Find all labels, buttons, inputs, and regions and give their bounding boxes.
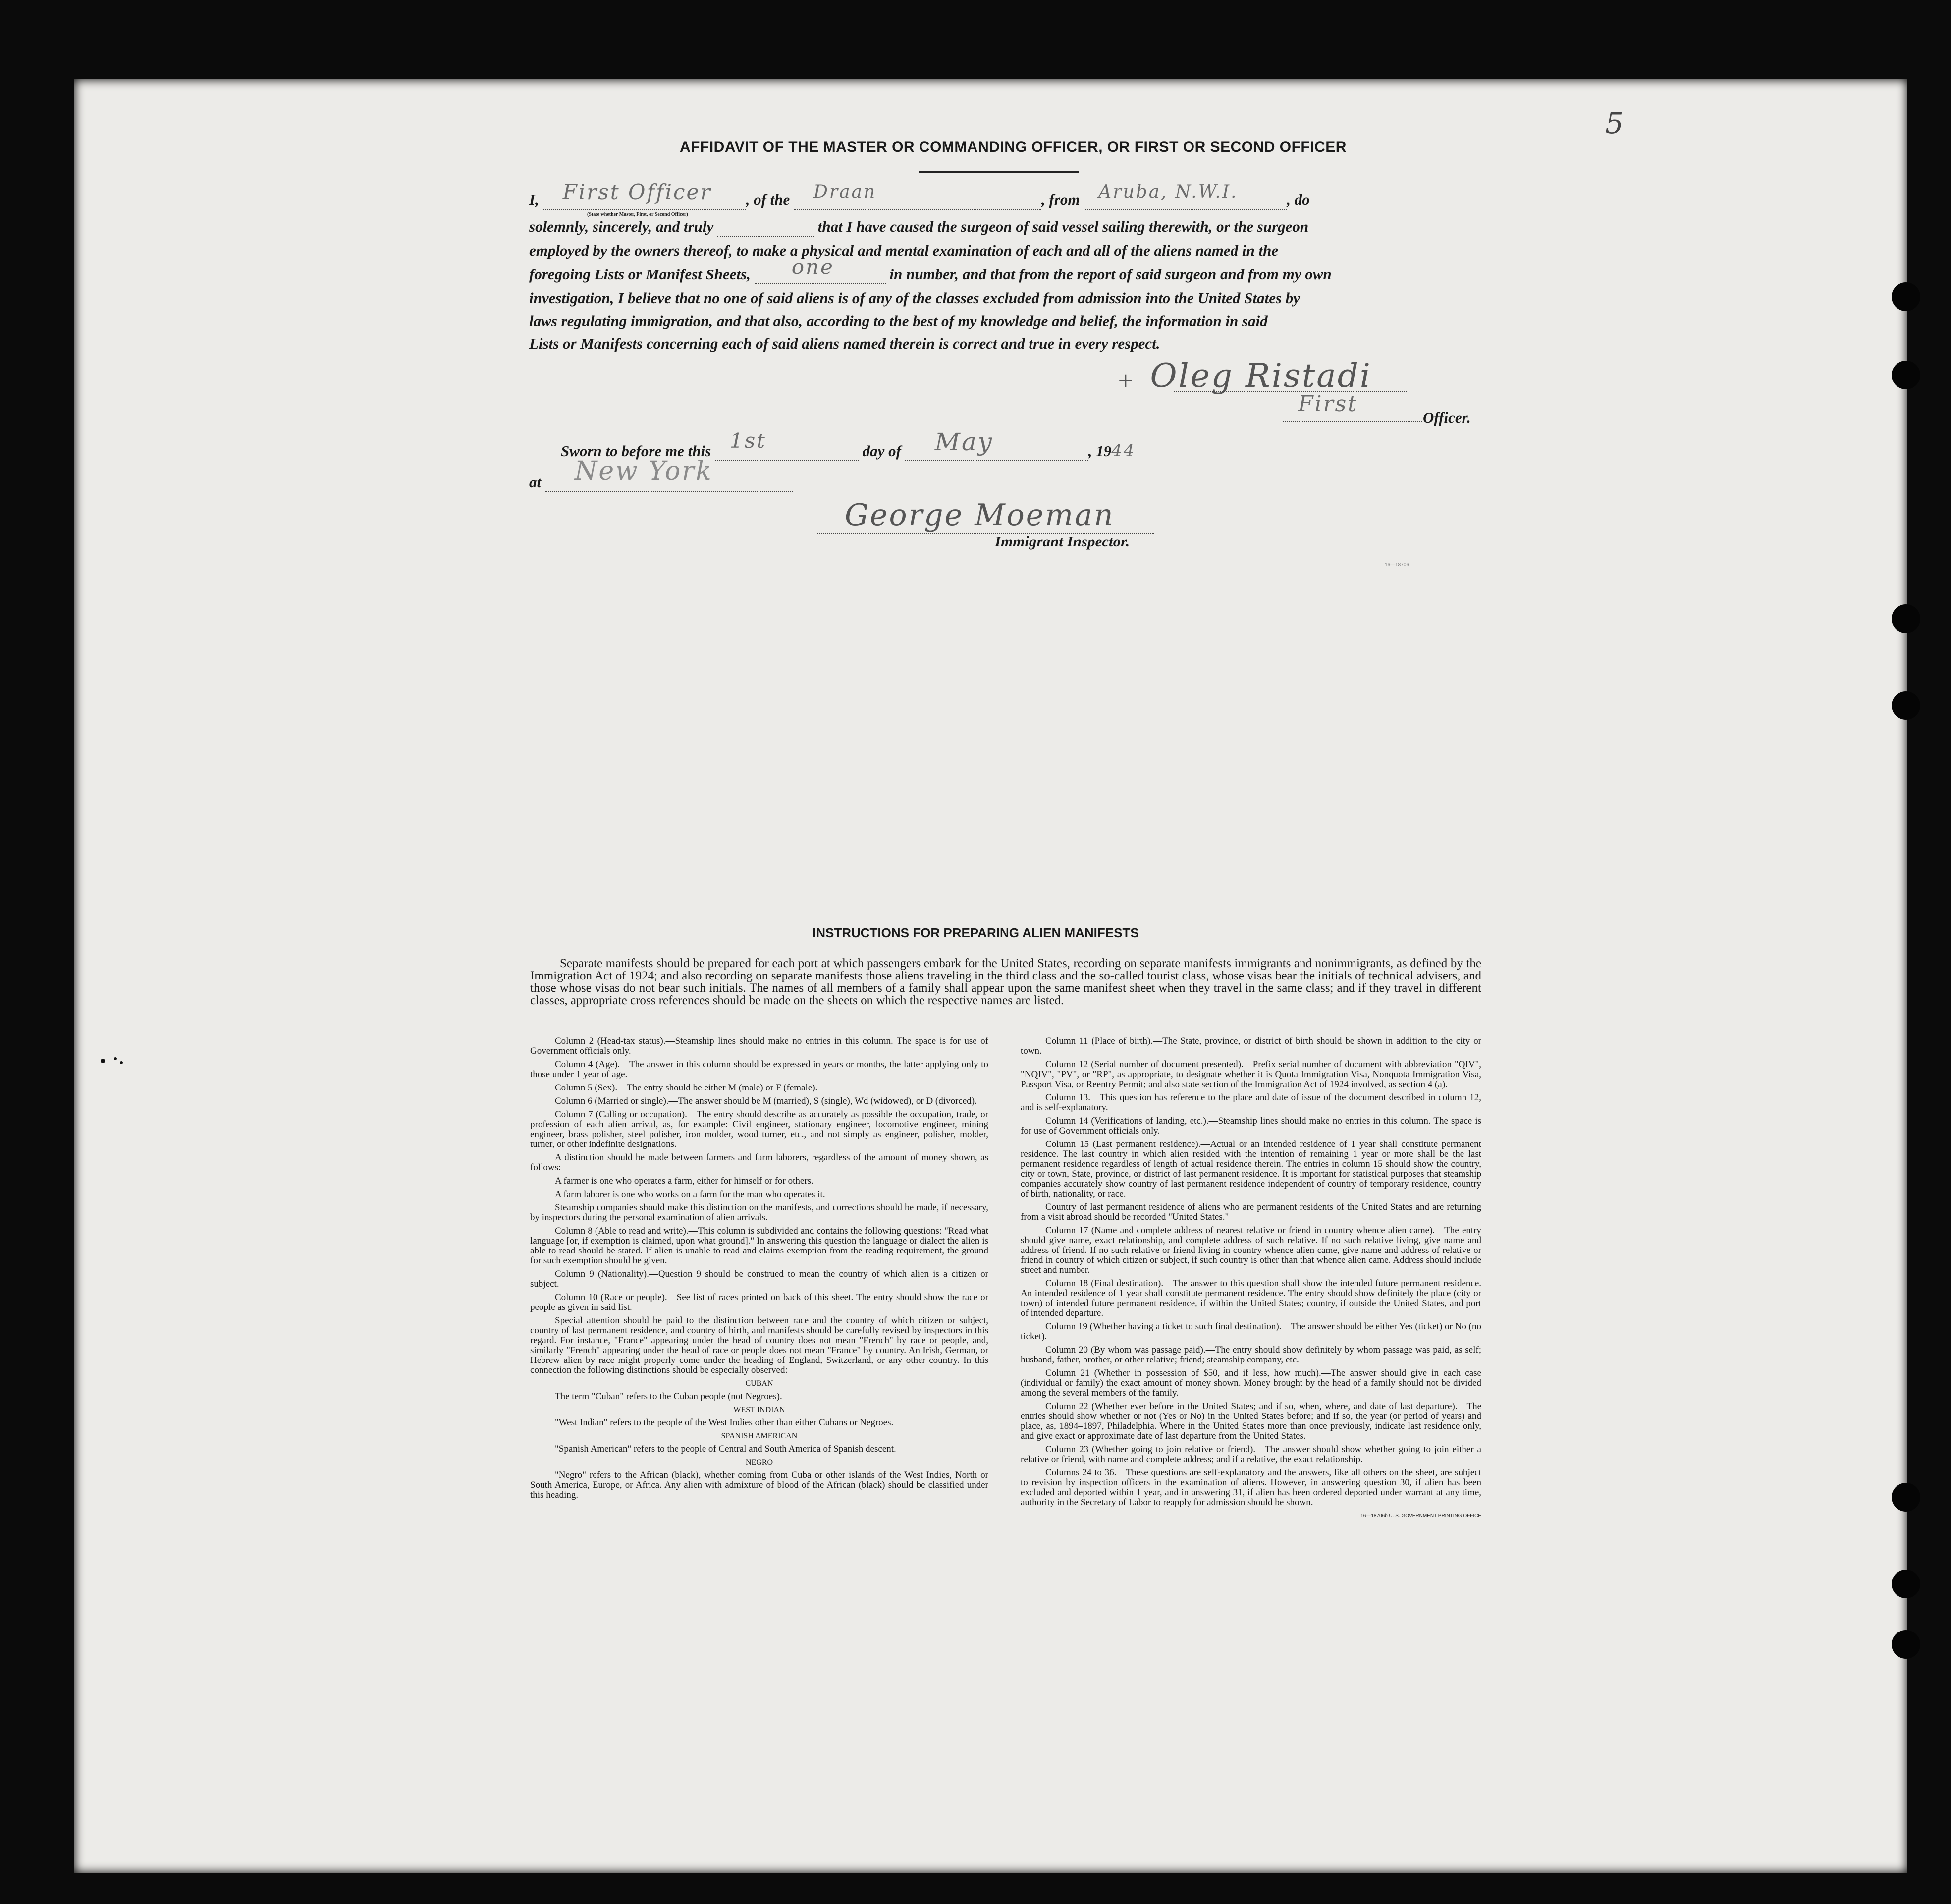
vessel-value: Draan: [813, 182, 877, 202]
left-para: Column 6 (Married or single).—The answer should be M (married), S (single), Wd (widowed), or D (divorced).: [555, 1096, 977, 1106]
truly-blank: [717, 218, 814, 237]
right-para: Country of last permanent residence of aliens who are permanent residents of the United States and are returning from a visit abroad should be recorded "United States.": [1021, 1202, 1481, 1222]
right-para: Column 18 (Final destination).—The answer to this question shall show the intended future permanent residence. An intended residence of 1 year shall constitute permanent residence. The entry should show definitely the place (city or town) of intended future permanent residence, if within the United States; country, if outside the United States, and port of intended departure.: [1021, 1278, 1481, 1318]
instructions-intro: Separate manifests should be prepared for each port at which passengers embark for the United States, recording on separate manifests immigrants and nonimmigrants, as defined by the Immigration Act of 1924; and also recording on separate manifests those aliens traveling in the third class and the so-called tourist class, whose visas bear the initials of technical advisers, and those whose visas do not bear such initials. The names of all members of a family shall appear upon the same manifest sheet when they travel in the same class; and if they travel in different classes, appropriate cross references should be made on the sheets on which the respective names are listed.: [530, 957, 1481, 1007]
negro-text: "Negro" refers to the African (black), whether coming from Cuba or other islands of the West Indies, North or South America, Europe, or Africa. Any alien with admixture of blood of the African (black) should be classified under this heading.: [530, 1470, 988, 1500]
right-para: Column 15 (Last permanent residence).—Actual or an intended residence of 1 year shall constitute permanent residence. The last country in which alien resided with the intention of remaining 1 year or more shall be the last permanent residence regardless of length of actual residence therein. The entries in column 15 should show the country, city or town, State, province, or district of last permanent residence. It is important for statistical purposes that steamship companies accurately show country of last permanent residence independent of country of temporary residence, country of birth, nationality, or race.: [1021, 1139, 1481, 1199]
right-para: Column 20 (By whom was passage paid).—The entry should show definitely by whom passage was paid, as self; husband, father, brother, or other relative; friend; steamship company, etc.: [1021, 1345, 1481, 1365]
west-indian-text: "West Indian" refers to the people of the West Indies other than either Cubans or Negroes.: [555, 1417, 894, 1428]
rank-note: (State whether Master, First, or Second Officer): [587, 212, 688, 217]
left-para: A distinction should be made between farmers and farm laborers, regardless of the amount of money shown, as follows:: [530, 1152, 988, 1173]
left-para: Column 4 (Age).—The answer in this column should be expressed in years or months, the latter applying only to those under 1 year of age.: [530, 1059, 988, 1080]
instructions-title: INSTRUCTIONS FOR PREPARING ALIEN MANIFESTS: [813, 925, 1139, 940]
sworn-place-field: [545, 456, 793, 492]
instructions-right-column: [1021, 1036, 1481, 1524]
punch-hole: [1892, 1630, 1920, 1659]
sworn-label: Sworn to before me this: [561, 442, 711, 460]
title-divider: [919, 171, 1079, 173]
line2b: that I have caused the surgeon of said vessel sailing therewith, or the surgeon: [817, 218, 1309, 235]
affidavit-line-1: [529, 180, 1310, 210]
rank-line: [1283, 411, 1422, 422]
officer-rank-value: First Officer: [562, 180, 712, 204]
right-para: Column 21 (Whether in possession of $50, and if less, how much).—The answer should give in each case (individual or family) the exact amount of money shown. Money brought by the head of a family should not be divided among the several members of the family.: [1021, 1368, 1481, 1398]
officer-label: Officer.: [1423, 409, 1471, 426]
affidavit-line-4: [529, 255, 1332, 284]
line2a: solemnly, sincerely, and truly: [529, 218, 714, 235]
left-para: Special attention should be paid to the distinction between race and the country of which citizen or subject, country of last permanent residence, and country of birth, and manifests should be carefully revised by inspectors in this regard. For instance, "France" appearing under the head of country does not mean "French" by race or people, and, similarly "French" appearing under the head of race or people does not mean "France" by country. An Irish, German, or Hebrew alien by race might properly come under the heading of England, Switzerland, or any other country. In this connection the following distinctions should be especially observed:: [530, 1315, 988, 1375]
affidavit-line-2: [529, 218, 1308, 237]
day-of-label: day of: [862, 442, 901, 460]
from-label: , from: [1041, 191, 1080, 208]
sworn-day-field: [715, 429, 859, 461]
right-para: Columns 24 to 36.—These questions are self-explanatory and the answers, like all others on the sheet, are subject to revision by inspection officers in the examination of aliens. However, in answering question 30, if alien has been excluded and deported within 1 year, and in answering 31, if alien has been ordered deported under warrant at any time, authority in the Secretary of Labor to reapply for admission should be shown.: [1021, 1468, 1481, 1508]
port-from-field: [1084, 182, 1287, 210]
page-number: 5: [1605, 107, 1625, 140]
ink-speck: [114, 1057, 117, 1060]
left-para: A farm laborer is one who works on a farm for the man who operates it.: [555, 1189, 825, 1199]
at-label: at: [529, 473, 542, 490]
spanish-american-heading: SPANISH AMERICAN: [721, 1432, 798, 1440]
affidavit-title: AFFIDAVIT OF THE MASTER OR COMMANDING OFFICER, OR FIRST OR SECOND OFFICER: [680, 139, 1347, 155]
negro-heading: NEGRO: [745, 1458, 773, 1467]
line4b: in number, and that from the report of said surgeon and from my own: [889, 266, 1332, 283]
punch-hole: [1892, 1570, 1920, 1598]
port-from-value: Aruba, N.W.I.: [1098, 182, 1238, 202]
of-the-label: , of the: [746, 191, 790, 208]
sheets-count-field: [755, 255, 886, 284]
right-para: Column 14 (Verifications of landing, etc.).—Steamship lines should make no entries in this column. The space is for use of Government officials only.: [1021, 1116, 1481, 1136]
sworn-day-value: 1st: [729, 429, 767, 453]
ink-speck: [101, 1059, 105, 1063]
punch-hole: [1892, 691, 1920, 720]
right-para: Column 13.—This question has reference to the place and date of issue of the document described in column 12, and is self-explanatory.: [1021, 1092, 1481, 1113]
do-label: , do: [1287, 191, 1310, 208]
right-para: Column 12 (Serial number of document presented).—Prefix serial number of document with abbreviation "QIV", "NQIV", "PV", or "RP", as appropriate, to designate whether it is Quota Immigration Visa, Nonquota Immigration Visa, Passport Visa, or Reentry Permit; and also state section of the Immigration Act of 1924 involved, as section 4 (a).: [1021, 1059, 1481, 1089]
left-para: Column 7 (Calling or occupation).—The entry should describe as accurately as possible the occupation, trade, or profession of each alien arrival, as, for example: Civil engineer, stationary engineer, locomotive engineer, mining engineer, brass polisher, steel polisher, iron molder, wood turner, etc., and not simply as engineer, polisher, molder, turner, or other indefinite designations.: [530, 1109, 988, 1149]
sworn-year-value: 44: [1111, 441, 1136, 461]
right-para: Column 23 (Whether going to join relative or friend).—The answer should show whether going to join either a relative or friend, with name and complete address; and if a relative, the exact relationship.: [1021, 1444, 1481, 1465]
west-indian-heading: WEST INDIAN: [733, 1406, 785, 1414]
left-para: Steamship companies should make this distinction on the manifests, and corrections should be made, if necessary, by inspectors during the personal examination of alien arrivals.: [530, 1202, 988, 1223]
sheets-count-value: one: [791, 255, 834, 279]
left-para: Column 8 (Able to read and write).—This column is subdivided and contains the following questions: "Read what language [or, if exemption is claimed, upon what ground]." In answering this question the language or dialect the alien is able to read should be stated. If alien is unable to read and claims exemption from the reading requirement, the ground for such exemption should be given.: [530, 1226, 988, 1266]
punch-hole: [1892, 1483, 1920, 1512]
line4a: foregoing Lists or Manifest Sheets,: [529, 266, 751, 283]
punch-hole: [1892, 282, 1920, 311]
at-line: [529, 456, 793, 492]
ink-speck: [120, 1061, 123, 1064]
vessel-field: [794, 182, 1041, 210]
officer-rank-field: [543, 180, 746, 210]
signature-name: Oleg Ristadi: [1150, 357, 1372, 395]
right-para: Column 17 (Name and complete address of nearest relative or friend in country whence alien came).—The entry should give name, exact relationship, and complete address of such relative. If no such relative living, give name and address of friend. If no such relative or friend living in country whence alien came, give name and address of relative or friend in country of which citizen or subject, if such country is other than that whence alien came. Address should include street and number.: [1021, 1225, 1481, 1275]
officer-signature: + Oleg Ristadi: [1117, 357, 1372, 395]
left-para: Column 5 (Sex).—The entry should be either M (male) or F (female).: [555, 1083, 818, 1093]
punch-hole: [1892, 604, 1920, 633]
form-number: 16—18706: [1385, 562, 1409, 568]
right-para: Column 22 (Whether ever before in the United States; and if so, when, where, and date of last departure).—The entries should show whether or not (Yes or No) in the United States before; and if so, the year (or period of years) and place, as, 1894–1897, Philadelphia. Where in the United States more than once previously, indicate last residence only, and give exact or approximate date of last departure from the United States.: [1021, 1401, 1481, 1441]
spanish-american-text: "Spanish American" refers to the people of Central and South America of Spanish descent.: [555, 1444, 896, 1454]
sworn-place-value: New York: [574, 456, 713, 486]
affidavit-line-6: laws regulating immigration, and that also, according to the best of my knowledge and belief, the information in said: [529, 312, 1268, 329]
cuban-text: The term "Cuban" refers to the Cuban people (not Negroes).: [555, 1391, 782, 1402]
affidavit-line-3: employed by the owners thereof, to make a physical and mental examination of each and all of the aliens named in the: [529, 242, 1279, 259]
left-para: Column 2 (Head-tax status).—Steamship lines should make no entries in this column. The space is for use of Government officials only.: [530, 1036, 988, 1056]
cuban-heading: CUBAN: [745, 1379, 773, 1388]
right-para: Column 19 (Whether having a ticket to such final destination).—The answer should be either Yes (ticket) or No (no ticket).: [1021, 1321, 1481, 1342]
inspector-line: [817, 523, 1154, 534]
instructions-left-column: [530, 1036, 988, 1504]
inspector-label: Immigrant Inspector.: [995, 533, 1130, 550]
affidavit-line-7: Lists or Manifests concerning each of said aliens named therein is correct and true in every respect.: [529, 335, 1160, 352]
sworn-month-field: [905, 428, 1088, 461]
punch-hole: [1892, 361, 1920, 389]
affidavit-line-5: investigation, I believe that no one of said aliens is of any of the classes excluded from admission into the United States by: [529, 289, 1301, 307]
i-label: I,: [529, 191, 539, 208]
printing-office-footer: 16—18706b U. S. GOVERNMENT PRINTING OFFICE: [1360, 1513, 1481, 1519]
signature-line: [1174, 381, 1407, 392]
signature-rank: First: [1298, 391, 1358, 417]
right-para: Column 11 (Place of birth).—The State, province, or district of birth should be shown in addition to the city or town.: [1021, 1036, 1481, 1056]
left-para: Column 9 (Nationality).—Question 9 should be construed to mean the country of which alien is a citizen or subject.: [530, 1269, 988, 1289]
sworn-month-value: May: [934, 428, 994, 456]
left-para: Column 10 (Race or people).—See list of races printed on back of this sheet. The entry should show the race or people as given in said list.: [530, 1292, 988, 1312]
left-para: A farmer is one who operates a farm, either for himself or for others.: [555, 1176, 813, 1186]
inspector-signature: George Moeman: [845, 498, 1115, 533]
year-prefix: , 19: [1088, 442, 1112, 460]
